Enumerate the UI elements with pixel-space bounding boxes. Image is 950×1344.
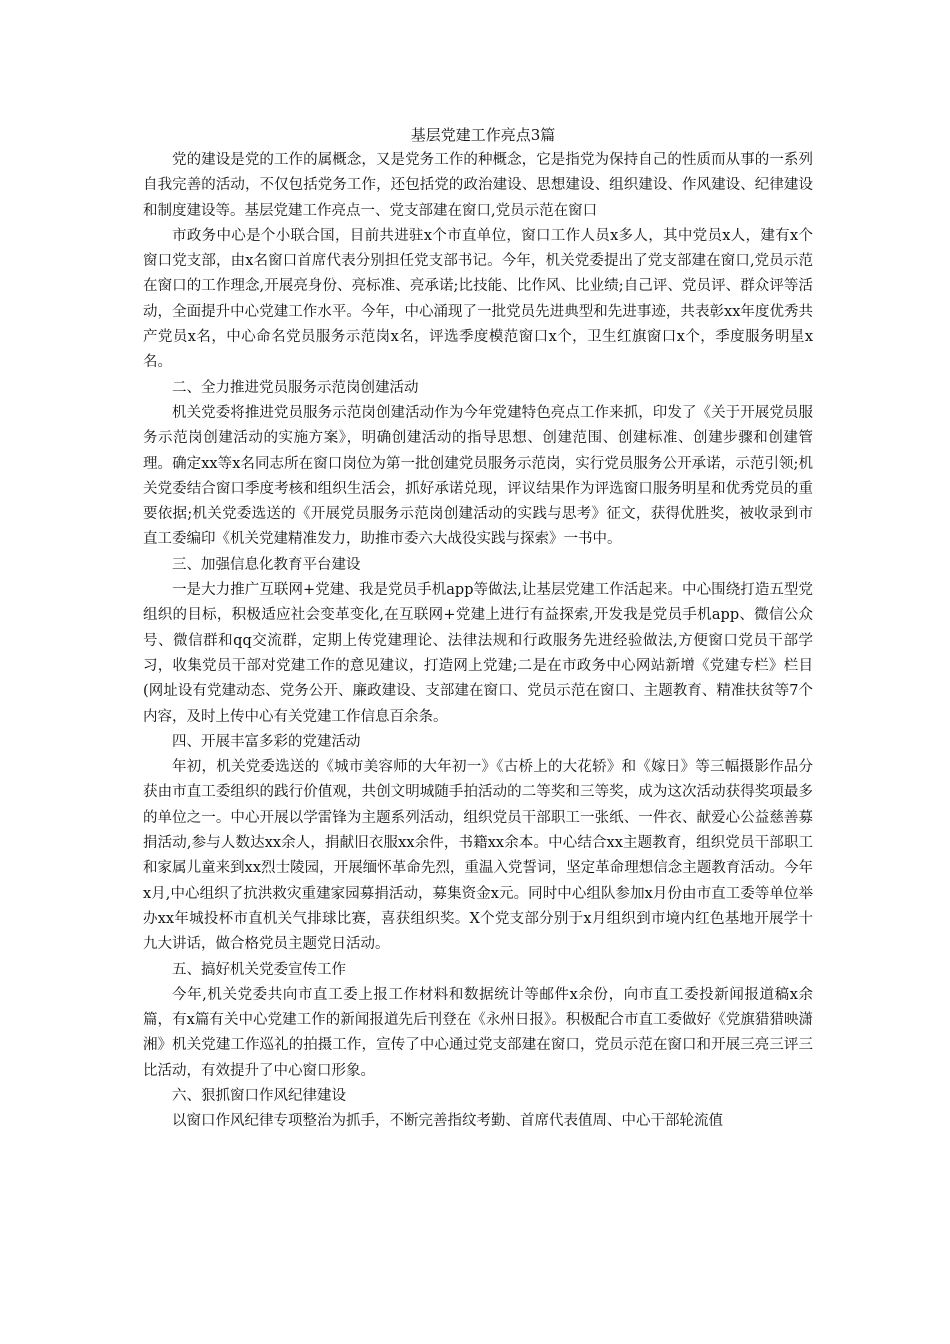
paragraph-section-6-body: 以窗口作风纪律专项整治为抓手，不断完善指纹考勤、首席代表值周、中心干部轮流值 xyxy=(172,1113,723,1130)
paragraph-section-1-body: 市政务中心是个小联合国，目前共进驻x个市直单位，窗口工作人员x多人，其中党员x人，建有x个窗口党支部，由x名窗口首席代表分别担任党支部书记。今年，机关党委提出了党支部建在窗口,党员示范在窗口的工作理念,开展亮身份、亮标准、亮承诺;比技能、比作风、比业绩;自己评、党员评、群众评等活动，全面提升中心党建工作水平。今年，中心涌现了一批党员先进典型和先进事迹，共表彰xx年度优秀共产党员x名，中心命名党员服务示范岗x名，评选季度模范窗口x个，卫生红旗窗口x个，季度服务明星x名。 xyxy=(143,227,813,371)
section-heading-5: 五、搞好机关党委宣传工作 xyxy=(172,961,346,978)
section-heading-4: 四、开展丰富多彩的党建活动 xyxy=(172,733,361,750)
paragraph-intro: 党的建设是党的工作的属概念，又是党务工作的种概念，它是指党为保持自己的性质而从事的一系列自我完善的活动，不仅包括党务工作，还包括党的政治建设、思想建设、组织建设、作风建设、纪律建设和制度建设等。基层党建工作亮点一、党支部建在窗口,党员示范在窗口 xyxy=(143,152,813,219)
document-title: 基层党建工作亮点3篇 xyxy=(410,126,556,144)
paragraph-section-2-body: 机关党委将推进党员服务示范岗创建活动作为今年党建特色亮点工作来抓，印发了《关于开展党员服务示范岗创建活动的实施方案》，明确创建活动的指导思想、创建范围、创建标准、创建步骤和创建管理。确定xx等x名同志所在窗口岗位为第一批创建党员服务示范岗，实行党员服务公开承诺，示范引领;机关党委结合窗口季度考核和组织生活会，抓好承诺兑现，评议结果作为评选窗口服务明星和优秀党员的重要依据;机关党委选送的《开展党员服务示范岗创建活动的实践与思考》征文，获得优胜奖，被收录到市直工委编印《机关党建精准发力，助推市委六大战役实践与探索》一书中。 xyxy=(143,404,813,548)
paragraph-section-5-body: 今年,机关党委共向市直工委上报工作材料和数据统计等邮件x余份，向市直工委投新闻报道稿x余篇，有x篇有关中心党建工作的新闻报道先后刊登在《永州日报》。积极配合市直工委做好《党旗猎猎映潇湘》机关党建工作巡礼的拍摄工作，宣传了中心通过党支部建在窗口，党员示范在窗口和开展三亮三评三比活动，有效提升了中心窗口形象。 xyxy=(143,986,813,1079)
paragraph-section-4-body: 年初，机关党委选送的《城市美容师的大年初一》《古桥上的大花轿》和《嫁日》等三幅摄影作品分获由市直工委组织的践行价值观，共创文明城随手拍活动的二等奖和三等奖，成为这次活动获得奖项最多的单位之一。中心开展以学雷锋为主题系列活动，组织党员干部职工一张纸、一件衣、献爱心公益慈善募捐活动,参与人数达xx余人，捐献旧衣服xx余件，书籍xx余本。中心结合xx主题教育，组织党员干部职工和家属儿童来到xx烈士陵园，开展缅怀革命先烈，重温入党誓词，坚定革命理想信念主题教育活动。今年x月,中心组织了抗洪救灾重建家园募捐活动，募集资金x元。同时中心组队参加x月份由市直工委等单位举办xx年城投杯市直机关气排球比赛，喜获组织奖。X个党支部分别于x月组织到市境内红色基地开展学十九大讲话，做合格党员主题党日活动。 xyxy=(143,759,813,953)
section-heading-6: 六、狠抓窗口作风纪律建设 xyxy=(172,1087,346,1104)
document-page xyxy=(143,122,813,1135)
section-heading-3: 三、加强信息化教育平台建设 xyxy=(172,556,361,573)
paragraph-section-3-body: 一是大力推广互联网+党建、我是党员手机app等做法,让基层党建工作活起来。中心围绕打造五型党组织的目标，积极适应社会变革变化,在互联网+党建上进行有益探索,开发我是党员手机app、微信公众号、微信群和qq交流群，定期上传党建理论、法律法规和行政服务先进经验做法,方便窗口党员干部学习，收集党员干部对党建工作的意见建议，打造网上党建;二是在市政务中心网站新增《党建专栏》栏目(网址设有党建动态、党务公开、廉政建设、支部建在窗口、党员示范在窗口、主题教育、精准扶贫等7个内容，及时上传中心有关党建工作信息百余条。 xyxy=(143,582,813,725)
section-heading-2: 二、全力推进党员服务示范岗创建活动 xyxy=(172,379,419,396)
